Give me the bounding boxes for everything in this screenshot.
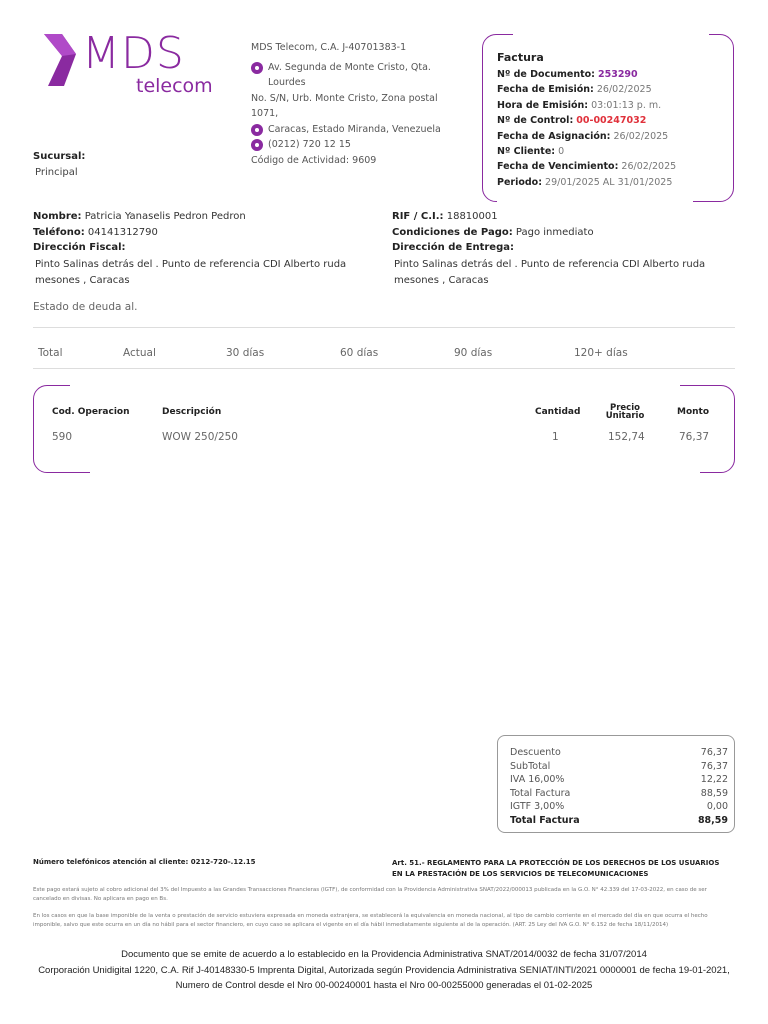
- debt-col-90: 90 días: [454, 347, 493, 359]
- control-number: 00-00247032: [576, 115, 647, 127]
- company-info: [251, 40, 466, 168]
- phone-icon: [251, 139, 263, 151]
- client-info-left: [33, 209, 383, 290]
- divider: [33, 327, 735, 328]
- invoice-title: Factura: [497, 51, 544, 64]
- client-info-right: [392, 209, 732, 290]
- totals-row: IVA 16,00% 12,22: [510, 774, 728, 785]
- item-quantity: 1: [552, 431, 559, 443]
- divider: [33, 368, 735, 369]
- location-pin-icon: [251, 62, 263, 74]
- item-unit-price: 152,74: [608, 431, 645, 443]
- company-phone: (0212) 720 12 15: [268, 139, 351, 150]
- emission-date-row: Fecha de Emisión: 26/02/2025: [497, 84, 652, 96]
- branch: Sucursal: Principal: [33, 149, 85, 181]
- igtf-note: Este pago estará sujeto al cobro adicional del 3% del Impuesto a las Grandes Transacciones Financieras (IGTF), de conformidad con la Providencia Administrativa SNAT/2022/000013 publicada en la G.O. N° 42.339 del 17-03-2022, en caso de ser cancelado en divisas. No aplicara en pago en Bs.: [33, 887, 707, 902]
- item-amount: 76,37: [679, 431, 710, 443]
- regulation-note: Art. 51.- REGLAMENTO PARA LA PROTECCIÓN DE LOS DERECHOS DE LOS USUARIOS EN LA PRESTACIÓN DE LOS SERVICIOS DE TELECOMUNICACIONES: [392, 859, 720, 878]
- item-code: 590: [52, 431, 73, 443]
- branch-value: Principal: [35, 167, 78, 178]
- company-address-line3-row: Caracas, Estado Miranda, Venezuela: [251, 122, 466, 138]
- debt-col-current: Actual: [123, 347, 156, 359]
- period-row: Periodo: 29/01/2025 AL 31/01/2025: [497, 176, 673, 188]
- col-header-quantity: Cantidad: [535, 407, 581, 417]
- item-description: WOW 250/250: [162, 431, 238, 443]
- assignment-date-row: Fecha de Asignación: 26/02/2025: [497, 130, 669, 142]
- totals-row: Descuento 76,37: [510, 747, 728, 758]
- mail-icon: [251, 124, 263, 136]
- grand-total-row: Total Factura 88,59: [510, 815, 728, 826]
- customer-service-phone: Número telefónicos atención al cliente: 0212-720-.12.15: [33, 858, 256, 866]
- col-header-code: Cod. Operacion: [52, 407, 130, 417]
- emission-time-row: Hora de Emisión: 03:01:13 p. m.: [497, 99, 662, 111]
- rif-row: RIF / C.I.: 18810001: [392, 211, 498, 222]
- brand-sub: telecom: [136, 75, 213, 97]
- client-phone-row: Teléfono: 04141312790: [33, 226, 158, 238]
- company-phone-row: [251, 137, 466, 153]
- payment-terms-row: Condiciones de Pago: Pago inmediato: [392, 226, 594, 238]
- legal-footer: Documento que se emite de acuerdo a lo establecido en la Providencia Administrativa SNAT/2014/0032 de fecha 31/07/2014 Corporación Unidigital 1220, C.A. Rif J-40148330-5 Imprenta Digital, Autorizada según Providencia Administrativa SENIAT/INTI/2021 0000001 de fecha 19-01-2021, Numero de Control desde el Nro 00-00240001 hasta el Nro 00-00255000 generadas el 01-02-2025: [38, 949, 730, 991]
- totals-row: IGTF 3,00% 0,00: [510, 801, 728, 812]
- company-address: Av. Segunda de Monte Cristo, Qta. Lourdes: [251, 60, 466, 91]
- col-header-amount: Monto: [677, 407, 710, 417]
- fiscal-address: Pinto Salinas detrás del . Punto de referencia CDI Alberto ruda mesones , Caracas: [35, 258, 347, 286]
- mds-telecom-logo: [40, 30, 230, 100]
- client-name-row: Nombre: Patricia Yanaselis Pedron Pedron: [33, 211, 246, 222]
- debt-col-total: Total: [38, 347, 63, 359]
- invoice-details: [497, 67, 676, 190]
- delivery-address: Pinto Salinas detrás del . Punto de referencia CDI Alberto ruda mesones , Caracas: [394, 258, 706, 286]
- company-address-line2: No. S/N, Urb. Monte Cristo, Zona postal 1071,: [251, 92, 438, 119]
- exchange-note: En los casos en que la base imponible de la venta o prestación de servicio estuviera expresada en moneda extranjera, se establecerá la equivalencia en moneda nacional, al tipo de cambio corriente en el mercado del día en que ocurra el hecho imponible, salvo que este ocurra en un día no hábil para el sector financiero, en cuyo caso se aplicara el vigente en el día hábil inmediatamente siguiente al de la operación. (ART. 25 Ley del IVA G.O. N° 6.152 de fecha 18/11/2014): [33, 913, 708, 928]
- totals-row: Total Factura 88,59: [510, 788, 728, 799]
- company-name: MDS Telecom, C.A. J-40701383-1: [251, 42, 407, 53]
- delivery-address-label: Dirección de Entrega:: [392, 242, 514, 253]
- debt-status-title: Estado de deuda al.: [33, 301, 138, 313]
- activity-code: Código de Actividad: 9609: [251, 154, 377, 166]
- control-number-row: Nº de Control: 00-00247032: [497, 115, 647, 127]
- col-header-description: Descripción: [162, 407, 222, 417]
- items-frame: [33, 385, 735, 473]
- client-number-row: Nº Cliente: 0: [497, 146, 565, 158]
- debt-col-30: 30 días: [226, 347, 265, 359]
- brand-name: MDS: [82, 28, 185, 79]
- fiscal-address-label: Dirección Fiscal:: [33, 242, 126, 253]
- debt-col-60: 60 días: [340, 347, 379, 359]
- col-header-unit-price: Precio Unitario: [605, 403, 645, 421]
- due-date-row: Fecha de Vencimiento: 26/02/2025: [497, 161, 677, 173]
- totals-row: SubTotal 76,37: [510, 761, 728, 772]
- debt-col-120: 120+ días: [574, 347, 628, 359]
- doc-number: 253290: [597, 69, 638, 80]
- doc-number-row: Nº de Documento: 253290: [497, 69, 638, 80]
